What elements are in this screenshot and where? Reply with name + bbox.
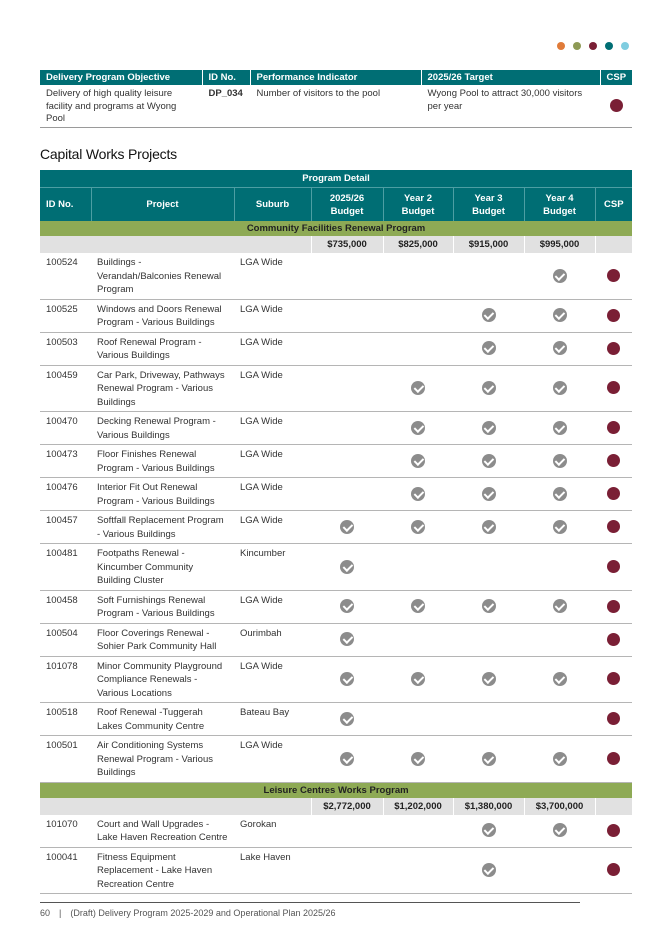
budget-year-cell (524, 511, 595, 544)
header-dot (621, 42, 629, 50)
csp-cell (595, 478, 632, 511)
table-row (40, 445, 632, 478)
budget-year-cell (453, 365, 524, 412)
budget-year-cell (383, 253, 453, 299)
project-suburb: Gorokan (234, 815, 311, 848)
budget-year-cell (383, 299, 453, 332)
csp-dot-icon (607, 421, 620, 434)
budget-spacer (595, 236, 632, 253)
project-suburb: LGA Wide (234, 511, 311, 544)
csp-cell (595, 590, 632, 623)
csp-dot-icon (607, 560, 620, 573)
year-3-budget-header: Year 3 Budget (453, 188, 524, 222)
budget-year-cell (383, 623, 453, 656)
header-dot (605, 42, 613, 50)
budget-row (40, 798, 632, 815)
check-circle-icon (553, 421, 567, 435)
project-name: Air Conditioning Systems Renewal Program - Various Buildings (91, 736, 234, 783)
budget-year-cell (311, 656, 383, 703)
project-suburb: Bateau Bay (234, 703, 311, 736)
project-id: 100473 (40, 445, 91, 478)
table-row (40, 365, 632, 412)
project-suburb: LGA Wide (234, 590, 311, 623)
check-circle-icon (482, 487, 496, 501)
budget-year-cell (311, 511, 383, 544)
header-dot (589, 42, 597, 50)
budget-year-cell (453, 412, 524, 445)
budget-year-cell (524, 478, 595, 511)
budget-row (40, 236, 632, 253)
budget-year-cell (383, 478, 453, 511)
budget-total: $1,202,000 (383, 798, 453, 815)
project-id: 100481 (40, 544, 91, 591)
table-row (40, 511, 632, 544)
check-circle-icon (482, 381, 496, 395)
budget-year-cell (311, 365, 383, 412)
table-row (40, 299, 632, 332)
project-name: Roof Renewal -Tuggerah Lakes Community Centre (91, 703, 234, 736)
budget-year-cell (453, 253, 524, 299)
program-detail-header: Program Detail (40, 170, 632, 188)
budget-year-cell (524, 299, 595, 332)
csp-cell (595, 847, 632, 894)
budget-spacer (595, 798, 632, 815)
budget-total: $2,772,000 (311, 798, 383, 815)
check-circle-icon (482, 823, 496, 837)
project-id: 100501 (40, 736, 91, 783)
budget-year-cell (383, 445, 453, 478)
csp-cell (595, 412, 632, 445)
budget-year-cell (311, 445, 383, 478)
check-circle-icon (553, 308, 567, 322)
budget-year-cell (383, 815, 453, 848)
check-circle-icon (340, 520, 354, 534)
table-row (40, 478, 632, 511)
budget-year-cell (311, 815, 383, 848)
budget-year-cell (524, 445, 595, 478)
budget-total: $995,000 (524, 236, 595, 253)
project-name: Minor Community Playground Compliance Renewals - Various Locations (91, 656, 234, 703)
check-circle-icon (553, 672, 567, 686)
project-suburb: LGA Wide (234, 332, 311, 365)
budget-year-cell (311, 253, 383, 299)
table-row (40, 590, 632, 623)
project-name: Car Park, Driveway, Pathways Renewal Program - Various Buildings (91, 365, 234, 412)
project-suburb: LGA Wide (234, 478, 311, 511)
check-circle-icon (482, 454, 496, 468)
csp-dot-icon (607, 381, 620, 394)
budget-year-cell (453, 332, 524, 365)
check-circle-icon (340, 672, 354, 686)
csp-dot-icon (607, 712, 620, 725)
budget-year-cell (524, 623, 595, 656)
csp-dot-icon (607, 454, 620, 467)
project-id: 100476 (40, 478, 91, 511)
check-circle-icon (553, 599, 567, 613)
csp-cell (595, 253, 632, 299)
budget-year-cell (453, 703, 524, 736)
budget-year-cell (524, 412, 595, 445)
csp-dot-icon (607, 824, 620, 837)
budget-year-cell (311, 736, 383, 783)
check-circle-icon (482, 752, 496, 766)
project-name: Softfall Replacement Program - Various Buildings (91, 511, 234, 544)
budget-year-cell (453, 736, 524, 783)
table-row (40, 736, 632, 783)
budget-year-cell (383, 736, 453, 783)
csp-dot-icon (607, 633, 620, 646)
table-row (40, 656, 632, 703)
project-id: 100457 (40, 511, 91, 544)
csp-cell (595, 299, 632, 332)
table-row (40, 815, 632, 848)
budget-year-cell (311, 623, 383, 656)
project-id: 100504 (40, 623, 91, 656)
project-suburb: LGA Wide (234, 365, 311, 412)
project-id: 100525 (40, 299, 91, 332)
table-row (40, 253, 632, 299)
objective-table (40, 70, 632, 128)
check-circle-icon (340, 632, 354, 646)
csp-cell (595, 656, 632, 703)
budget-total: $3,700,000 (524, 798, 595, 815)
csp-dot-icon (610, 99, 623, 112)
csp-cell (595, 511, 632, 544)
budget-total: $915,000 (453, 236, 524, 253)
project-name: Floor Finishes Renewal Program - Various Buildings (91, 445, 234, 478)
budget-year-cell (453, 847, 524, 894)
budget-total: $735,000 (311, 236, 383, 253)
budget-year-cell (524, 703, 595, 736)
check-circle-icon (482, 672, 496, 686)
csp-cell (595, 815, 632, 848)
budget-year-cell (383, 365, 453, 412)
budget-year-cell (524, 656, 595, 703)
csp-cell (595, 544, 632, 591)
program-row (40, 221, 632, 236)
id-header: ID No. (40, 188, 91, 222)
csp-dot-icon (607, 600, 620, 613)
project-name: Decking Renewal Program - Various Buildings (91, 412, 234, 445)
budget-year-cell (383, 656, 453, 703)
csp-header: CSP (595, 188, 632, 222)
project-name: Soft Furnishings Renewal Program - Various Buildings (91, 590, 234, 623)
csp-dot-icon (607, 269, 620, 282)
project-id: 100459 (40, 365, 91, 412)
check-circle-icon (340, 560, 354, 574)
budget-year-cell (524, 815, 595, 848)
budget-year-cell (383, 544, 453, 591)
project-name: Floor Coverings Renewal - Sohier Park Community Hall (91, 623, 234, 656)
table-row (40, 544, 632, 591)
check-circle-icon (553, 520, 567, 534)
budget-year-cell (453, 299, 524, 332)
objective-cell: Delivery of high quality leisure facility and programs at Wyong Pool (40, 85, 202, 128)
project-name: Roof Renewal Program - Various Buildings (91, 332, 234, 365)
budget-year-cell (453, 815, 524, 848)
project-name: Windows and Doors Renewal Program - Various Buildings (91, 299, 234, 332)
project-id: 101078 (40, 656, 91, 703)
check-circle-icon (411, 381, 425, 395)
project-suburb: LGA Wide (234, 299, 311, 332)
capital-works-table (40, 170, 632, 894)
check-circle-icon (340, 712, 354, 726)
project-suburb: LGA Wide (234, 656, 311, 703)
document-title: (Draft) Delivery Program 2025-2029 and Operational Plan 2025/26 (70, 908, 336, 918)
project-id: 100470 (40, 412, 91, 445)
project-suburb: Kincumber (234, 544, 311, 591)
indicator-cell: Number of visitors to the pool (250, 85, 421, 128)
budget-year-cell (524, 365, 595, 412)
csp-dot-icon (607, 487, 620, 500)
budget-spacer (40, 236, 311, 253)
page-number: 60 (40, 908, 51, 918)
program-name: Leisure Centres Works Program (40, 782, 632, 798)
header-dot (573, 42, 581, 50)
budget-year-cell (453, 478, 524, 511)
check-circle-icon (411, 454, 425, 468)
project-name: Court and Wall Upgrades - Lake Haven Recreation Centre (91, 815, 234, 848)
check-circle-icon (411, 672, 425, 686)
check-circle-icon (482, 863, 496, 877)
project-suburb: LGA Wide (234, 445, 311, 478)
budget-spacer (40, 798, 311, 815)
csp-cell (595, 703, 632, 736)
check-circle-icon (482, 520, 496, 534)
budget-year-cell (524, 736, 595, 783)
check-circle-icon (553, 341, 567, 355)
table-row (40, 412, 632, 445)
project-id: 100041 (40, 847, 91, 894)
check-circle-icon (482, 421, 496, 435)
check-circle-icon (553, 381, 567, 395)
check-circle-icon (553, 454, 567, 468)
budget-year-cell (311, 412, 383, 445)
program-row (40, 782, 632, 798)
csp-dot-icon (607, 752, 620, 765)
project-suburb: LGA Wide (234, 736, 311, 783)
csp-header: CSP (600, 70, 632, 85)
budget-year-cell (311, 544, 383, 591)
project-suburb: LGA Wide (234, 253, 311, 299)
project-id: 100503 (40, 332, 91, 365)
budget-total: $825,000 (383, 236, 453, 253)
csp-cell (595, 736, 632, 783)
project-id: 101070 (40, 815, 91, 848)
project-name: Interior Fit Out Renewal Program - Various Buildings (91, 478, 234, 511)
budget-year-cell (383, 412, 453, 445)
budget-year-cell (453, 511, 524, 544)
check-circle-icon (411, 421, 425, 435)
check-circle-icon (482, 341, 496, 355)
csp-dot-icon (607, 342, 620, 355)
project-name: Footpaths Renewal - Kincumber Community Building Cluster (91, 544, 234, 591)
budget-total: $1,380,000 (453, 798, 524, 815)
budget-year-cell (383, 332, 453, 365)
csp-cell (600, 85, 632, 128)
year-2-budget-header: Year 2 Budget (383, 188, 453, 222)
budget-year-cell (311, 847, 383, 894)
check-circle-icon (553, 487, 567, 501)
project-name: Buildings - Verandah/Balconies Renewal Program (91, 253, 234, 299)
check-circle-icon (411, 599, 425, 613)
project-id: 100458 (40, 590, 91, 623)
budget-year-cell (383, 703, 453, 736)
check-circle-icon (553, 752, 567, 766)
budget-year-cell (524, 253, 595, 299)
budget-year-cell (311, 332, 383, 365)
check-circle-icon (482, 308, 496, 322)
budget-year-cell (453, 544, 524, 591)
check-circle-icon (411, 487, 425, 501)
suburb-header: Suburb (234, 188, 311, 222)
csp-cell (595, 332, 632, 365)
project-id: 100524 (40, 253, 91, 299)
budget-2025-26-header: 2025/26 Budget (311, 188, 383, 222)
csp-dot-icon (607, 520, 620, 533)
budget-year-cell (453, 656, 524, 703)
csp-cell (595, 445, 632, 478)
check-circle-icon (411, 520, 425, 534)
csp-cell (595, 623, 632, 656)
budget-year-cell (524, 544, 595, 591)
check-circle-icon (482, 599, 496, 613)
id-cell: DP_034 (202, 85, 250, 128)
table-row (40, 332, 632, 365)
program-name: Community Facilities Renewal Program (40, 221, 632, 236)
budget-year-cell (311, 478, 383, 511)
check-circle-icon (411, 752, 425, 766)
objective-header: Delivery Program Objective (40, 70, 202, 85)
target-header: 2025/26 Target (421, 70, 600, 85)
project-name: Fitness Equipment Replacement - Lake Haven Recreation Centre (91, 847, 234, 894)
project-suburb: Lake Haven (234, 847, 311, 894)
table-row (40, 85, 632, 128)
id-header: ID No. (202, 70, 250, 85)
csp-cell (595, 365, 632, 412)
check-circle-icon (340, 599, 354, 613)
budget-year-cell (453, 623, 524, 656)
header-dot (557, 42, 565, 50)
budget-year-cell (524, 847, 595, 894)
target-cell: Wyong Pool to attract 30,000 visitors per year (421, 85, 600, 128)
table-row (40, 847, 632, 894)
csp-dot-icon (607, 863, 620, 876)
check-circle-icon (553, 823, 567, 837)
budget-year-cell (524, 590, 595, 623)
check-circle-icon (553, 269, 567, 283)
budget-year-cell (311, 703, 383, 736)
csp-dot-icon (607, 672, 620, 685)
project-suburb: LGA Wide (234, 412, 311, 445)
budget-year-cell (383, 511, 453, 544)
budget-year-cell (311, 299, 383, 332)
project-suburb: Ourimbah (234, 623, 311, 656)
budget-year-cell (453, 590, 524, 623)
indicator-header: Performance Indicator (250, 70, 421, 85)
year-4-budget-header: Year 4 Budget (524, 188, 595, 222)
section-title: Capital Works Projects (40, 146, 177, 162)
table-row (40, 623, 632, 656)
footer-separator: | (59, 908, 62, 918)
budget-year-cell (383, 847, 453, 894)
budget-year-cell (311, 590, 383, 623)
header-dots (557, 42, 629, 50)
check-circle-icon (340, 752, 354, 766)
project-header: Project (91, 188, 234, 222)
csp-dot-icon (607, 309, 620, 322)
budget-year-cell (383, 590, 453, 623)
project-id: 100518 (40, 703, 91, 736)
table-row (40, 703, 632, 736)
page-footer (40, 902, 580, 918)
budget-year-cell (524, 332, 595, 365)
budget-year-cell (453, 445, 524, 478)
